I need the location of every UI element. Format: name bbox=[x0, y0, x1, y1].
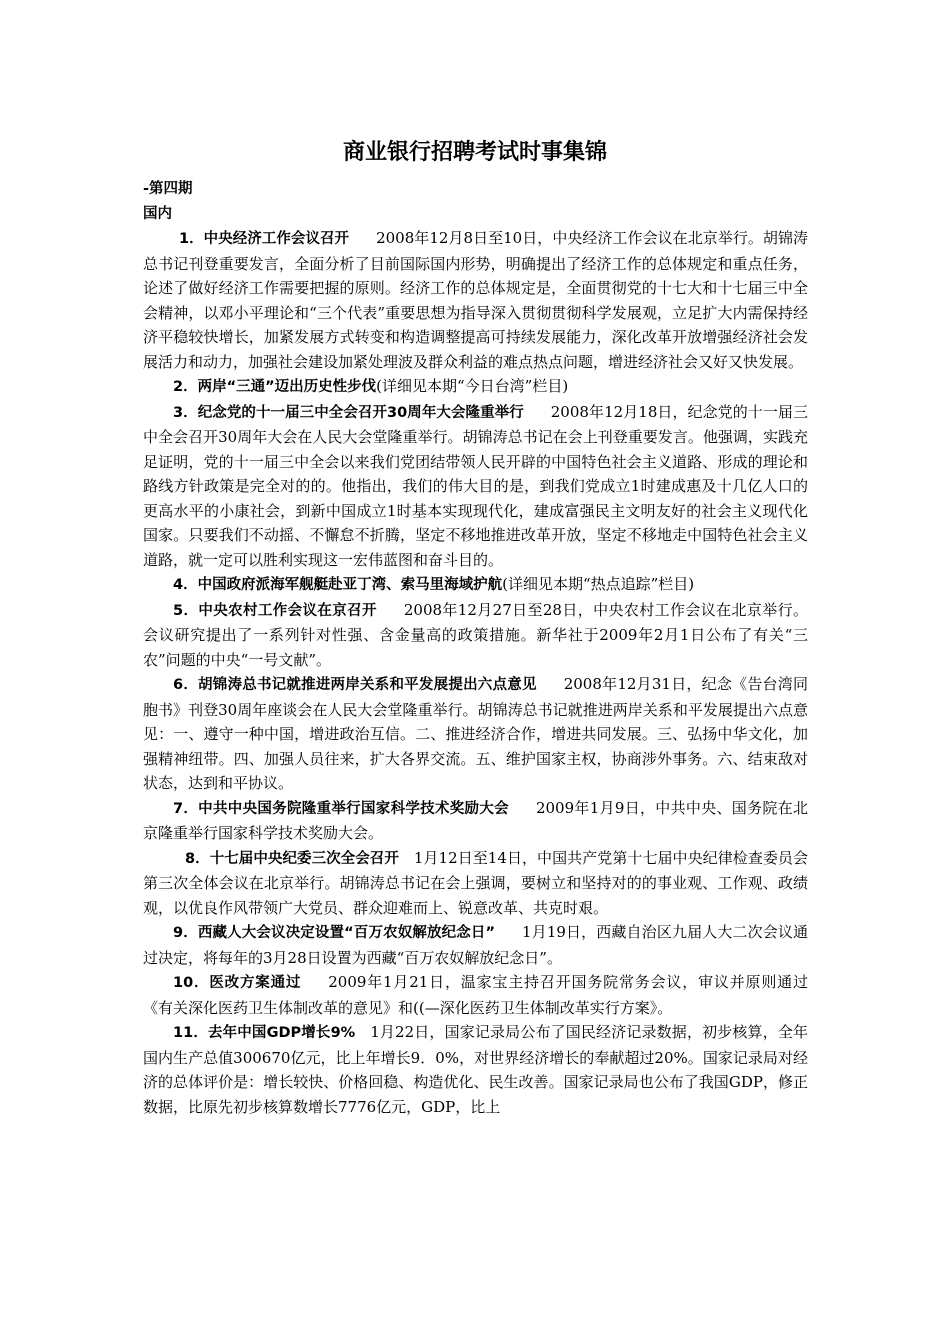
news-item-body: 2008年12月31日，纪念《告台湾同胞书》刊登30周年座谈会在人民大会堂隆重举行。胡锦涛总书记就推进两岸关系和平发展提出六点意见：一、遵守一种中国，增进政治互信。二、推进经济合作，增进共同发展。三、弘扬中华文化，加强精神纽带。四、加强人员往来，扩大各界交流。五、维护国家主权，协商涉外事务。六、结束敌对状态，达到和平协议。 bbox=[143, 675, 808, 792]
news-item-body: 1月22日，国家记录局公布了国民经济记录数据，初步核算，全年国内生产总值300670亿元，比上年增长9．0%，对世界经济增长的奉献超过20%。国家记录局对经济的总体评价是：增长较快、价格回稳、构造优化、民生改善。国家记录局也公布了我国GDP，修正数据，比原先初步核算数增长7776亿元，GDP，比上 bbox=[143, 1023, 808, 1116]
news-item-body: 1月19日，西藏自治区九届人大二次会议通过决定，将每年的3月28日设置为西藏“百万农奴解放纪念日”。 bbox=[143, 923, 808, 967]
news-item-body: 1月12日至14日，中国共产党第十七届中央纪律检查委员会第三次全体会议在北京举行。胡锦涛总书记在会上强调，要树立和坚持对的的事业观、工作观、政绩观，以优良作风带领广大党员、群众迎难而上、锐意改革、共克时艰。 bbox=[143, 848, 808, 917]
news-item-heading: 10．医改方案通过 bbox=[173, 975, 302, 991]
news-item bbox=[143, 796, 808, 846]
news-item bbox=[143, 1020, 808, 1119]
news-item-body: (详细见本期“今日台湾”栏目) bbox=[376, 377, 569, 395]
news-item-heading: 6．胡锦涛总书记就推进两岸关系和平发展提出六点意见 bbox=[173, 677, 537, 693]
news-item bbox=[143, 672, 808, 796]
news-item-body: 2008年12月18日，纪念党的十一届三中全会召开30周年大会在人民大会堂隆重举行。胡锦涛总书记在会上刊登重要发言。他强调，实践充足证明，党的十一届三中全会以来我们党团结带领人民开辟的中国特色社会主义道路、形成的理论和路线方针政策是完全对的的。他指出，我们的伟大目的是，到我们党成立1时建成惠及十几亿人口的更高水平的小康社会，到新中国成立1时基本实现现代化，建成富强民主文明友好的社会主义现代化国家。只要我们不动摇、不懈怠不折腾，坚定不移地推进改革开放，坚定不移地走中国特色社会主义道路，就一定可以胜利实现这一宏伟蓝图和奋斗目的。 bbox=[143, 402, 808, 569]
news-item-heading: 11．去年中国GDP增长9% bbox=[173, 1025, 356, 1041]
news-item-heading: 2．两岸“三通”迈出历史性步伐 bbox=[173, 379, 377, 395]
news-item bbox=[143, 226, 808, 374]
news-item-body: 2008年12月8日至10日，中央经济工作会议在北京举行。胡锦涛总书记刊登重要发言，全面分析了目前国际国内形势，明确提出了经济工作的总体规定和重点任务，论述了做好经济工作需要把握的原则。经济工作的总体规定是，全面贯彻党的十七大和十七届三中全会精神，以邓小平理论和“三个代表”重要思想为指导深入贯彻贯彻科学发展观，立足扩大内需保持经济平稳较快增长，加紧发展方式转变和构造调整提高可持续发展能力，深化改革开放增强经济社会发展活力和动力，加强社会建设加紧处理波及群众利益的难点热点问题，增进经济社会又好又快发展。 bbox=[143, 229, 808, 371]
news-item bbox=[143, 970, 808, 1020]
document-title: 商业银行招聘考试时事集锦 bbox=[342, 140, 607, 165]
document-body bbox=[143, 177, 808, 1119]
news-item bbox=[143, 598, 808, 673]
section-label: 国内 bbox=[143, 205, 172, 222]
issue-label: -第四期 bbox=[143, 181, 193, 197]
news-item-heading: 8．十七届中央纪委三次全会召开 bbox=[185, 850, 399, 867]
news-item bbox=[143, 920, 808, 970]
news-item-body: (详细见本期“热点追踪”栏目) bbox=[502, 575, 695, 593]
news-item-heading: 3．纪念党的十一届三中全会召开30周年大会隆重举行 bbox=[173, 404, 524, 421]
news-item bbox=[143, 400, 808, 573]
news-item-heading: 9．西藏人大会议决定设置“百万农奴解放纪念日” bbox=[173, 925, 496, 941]
news-item bbox=[143, 572, 808, 598]
news-item-body: 2009年1月9日，中共中央、国务院在北京隆重举行国家科学技术奖励大会。 bbox=[143, 798, 808, 842]
news-item-heading: 4．中国政府派海军舰艇赴亚丁湾、索马里海域护航 bbox=[173, 577, 503, 593]
news-item-heading: 5．中央农村工作会议在京召开 bbox=[173, 602, 377, 619]
news-item bbox=[143, 374, 808, 400]
news-item-body: 2009年1月21日，温家宝主持召开国务院常务会议，审议并原则通过《有关深化医药卫生体制改革的意见》和((—深化医药卫生体制改革实行方案》。 bbox=[143, 973, 808, 1017]
news-item-body: 2008年12月27日至28日，中央农村工作会议在北京举行。会议研究提出了一系列针对性强、含金量高的政策措施。新华社于2009年2月1日公布了有关“三农”问题的中央“一号文献”。 bbox=[143, 600, 808, 669]
news-item-heading: 7．中共中央国务院隆重举行国家科学技术奖励大会 bbox=[173, 800, 509, 817]
news-item bbox=[143, 846, 808, 921]
news-item-heading: 1．中央经济工作会议召开 bbox=[179, 231, 350, 247]
